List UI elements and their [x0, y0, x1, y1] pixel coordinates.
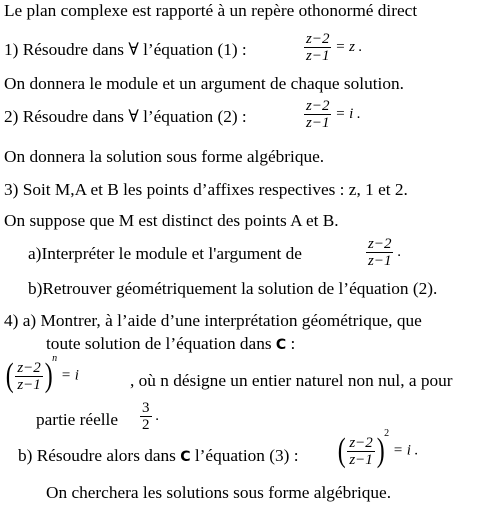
q3a-equation [366, 236, 401, 269]
q1-frac-den: z−1 [306, 48, 330, 64]
q4a-real-part [36, 410, 118, 430]
q1-number: 1) [4, 40, 19, 59]
q4b-frac-num: z−2 [349, 434, 373, 451]
half-den: 2 [142, 417, 150, 433]
q2-line [4, 107, 247, 127]
q4b-line [18, 446, 299, 467]
q2-equation [304, 98, 361, 131]
right-paren-b: ) [376, 432, 385, 469]
q4a-exponent: n [52, 353, 58, 364]
q4a-eq-text: , où n désigne un entier naturel non nul, a pour [130, 371, 453, 390]
q3b-line [28, 279, 437, 299]
q4b-label: b) [18, 446, 33, 465]
q1-frac-num: z−2 [306, 31, 330, 47]
q4a-line2 [46, 334, 295, 355]
q4a-text-2: toute solution de l’équation dans [46, 334, 272, 353]
q1-equation [304, 31, 362, 64]
q3a-frac-den: z−1 [368, 253, 392, 269]
q2-number: 2) [4, 107, 19, 126]
q2-frac-den: z−1 [306, 115, 330, 131]
q3a-end: . [397, 244, 401, 260]
q4a-text-1: Montrer, à l’aide d’une interprétation géométrique, que [40, 311, 422, 330]
q4a-line1 [4, 311, 422, 331]
set-c-symbol: C [275, 337, 287, 353]
q4b-frac-den: z−1 [349, 451, 373, 468]
q2-rhs: = i . [335, 106, 361, 122]
q3-note: On suppose que M est distinct des points A et B. [4, 211, 339, 230]
q4a-label: a) [22, 311, 37, 330]
q4a-colon: : [290, 334, 296, 353]
q4b-rhs: = i . [392, 442, 419, 459]
q4-number: 4) [4, 311, 19, 330]
q3a-fraction [366, 236, 393, 269]
q4b-text-post: l’équation (3) : [194, 446, 299, 465]
q3a-frac-num: z−2 [368, 236, 392, 252]
q3b-text: Retrouver géométriquement la solution de l’équation (2). [42, 279, 438, 298]
q3a-text: Interpréter le module et l'argument de [41, 244, 302, 263]
q4b-equation [336, 428, 419, 469]
half-fraction-wrap [140, 400, 159, 433]
q4a-equation [4, 353, 79, 394]
q4a-fraction [15, 360, 42, 393]
q4a-rhs: = i [60, 367, 79, 384]
real-part-text: partie réelle [36, 410, 119, 429]
q4a-frac-num: z−2 [17, 359, 41, 376]
q3b-label: b) [28, 279, 43, 298]
intro-text: Le plan complexe est rapporté à un repère othonormé direct [4, 1, 418, 20]
q4b-fraction [347, 435, 374, 468]
q4b-note: On cherchera les solutions sous forme algébrique. [46, 483, 392, 502]
q2-frac-num: z−2 [306, 98, 330, 114]
half-fraction [140, 400, 152, 433]
q3a-line [28, 244, 302, 264]
q3-line [4, 180, 408, 200]
q4b-exponent: 2 [384, 428, 390, 439]
q2-note: On donnera la solution sous forme algébrique. [4, 147, 325, 166]
set-c-symbol-b: C [180, 449, 191, 465]
q3-number: 3) [4, 180, 19, 199]
q1-note: On donnera le module et un argument de chaque solution. [4, 74, 404, 93]
right-paren: ) [44, 357, 53, 394]
half-num: 3 [142, 400, 150, 416]
q3-text: Soit M,A et B les points d’affixes respectives : z, 1 et 2. [22, 180, 408, 199]
left-paren-b: ( [337, 432, 346, 469]
q4a-frac-den: z−1 [17, 376, 41, 393]
q1-text: Résoudre dans ∀ l’équation (1) : [22, 40, 247, 59]
q3a-label: a) [28, 244, 42, 263]
q2-text: Résoudre dans ∀ l’équation (2) : [22, 107, 247, 126]
q1-line [4, 40, 247, 60]
q4b-text-pre: Résoudre alors dans [36, 446, 176, 465]
q1-rhs: = z . [335, 39, 363, 55]
left-paren: ( [5, 357, 14, 394]
q2-fraction [304, 98, 331, 131]
q1-fraction [304, 31, 331, 64]
real-end: . [155, 408, 159, 424]
